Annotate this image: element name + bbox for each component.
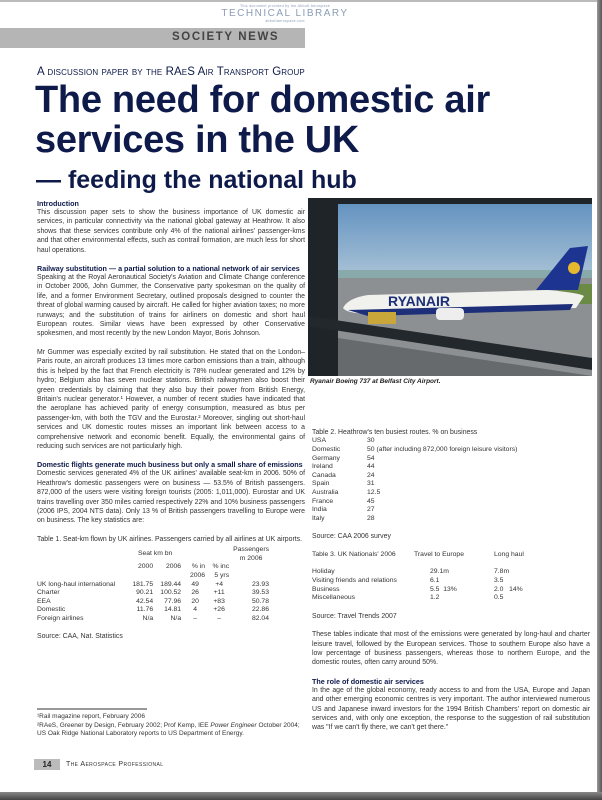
subtitle: — feeding the national hub [36,166,357,194]
row-label: India [312,506,327,514]
row-label: Germany [312,454,340,462]
cell: N/a [170,614,182,622]
row-label: Ireland [312,463,333,471]
table2-row [312,506,517,515]
footnote: ¹Rail magazine report, February 2006 [37,713,146,720]
row-label: Domestic [37,606,66,614]
table1-header: Passengers m 2006 [233,546,269,562]
cell: 30 [367,437,375,445]
table2-row [312,472,517,481]
left-column [37,199,305,650]
cell: 4 [193,606,197,614]
cell: 27 [367,506,375,514]
watermark-small: This document provided by the Abbott Aerospace [239,4,331,8]
cell: +83 [213,597,225,605]
table2-row [312,489,517,498]
table2-row [312,446,517,455]
cell: 20 [191,597,199,605]
cell: 100.52 [160,589,182,597]
table1-header: % inc 5 yrs [212,563,230,579]
row-label: EEA [37,597,51,605]
title-line: services in the UK [35,119,360,161]
section-banner [0,28,305,48]
row-label: Business [312,585,340,593]
cell: +26 [213,606,225,614]
table1-header: 2006 [165,563,182,571]
table1-group-header: Seat km bn [137,550,173,558]
watermark-main: TECHNICAL LIBRARY [221,8,349,19]
cell: N/a [142,614,154,622]
cell: 5.5 13% [430,585,457,593]
page-edge-top [0,0,602,2]
table2-source: Source: CAA 2006 survey [312,533,391,541]
table1-caption: Table 1. Seat-km flown by UK airlines. Passengers carried by all airlines at UK airports. [37,535,303,543]
paragraph: In the age of the global economy, ready access to and from the USA, Europe and Japan and other emerging economic centres is very important. The author interviewed numerous US and Japanese inward investors for the 1994 British Chambers' report on domestic air services and, with only one exception, the response to the suggestion of rail substitution was "If we can't fly there, we can't get there." [312,686,590,732]
row-label: Charter [37,589,60,597]
ryanair-livery: RYANAIR [388,293,450,309]
row-label: France [312,497,334,505]
watermark [205,4,365,23]
cell: 39.53 [251,589,269,597]
cell: 181.75 [132,580,154,588]
heading-role: The role of domestic air services [312,676,424,686]
row-label: USA [312,437,326,445]
cell: 7.8m [494,568,510,576]
table1-header: 2000 [138,563,154,571]
row-label: Domestic [312,446,341,453]
table3-header: Travel to Europe [414,550,464,558]
cell: 23.93 [251,580,269,588]
row-label: Visiting friends and relations [312,576,397,584]
ryanair-photo [308,198,592,376]
page-edge-bottom [0,792,602,800]
watermark-url: abbottaerospace.com [265,19,305,23]
row-label: Spain [312,480,330,488]
table1-row [37,606,269,615]
table2-caption: Table 2. Heathrow's ten busiest routes. % on business [312,429,478,436]
cell: 24 [367,471,375,479]
cell: 2.0 14% [494,585,523,593]
footnote [37,722,307,739]
title-line: The need for domestic air [35,79,490,121]
cell: 31 [367,480,375,488]
photo-caption: Ryanair Boeing 737 at Belfast City Airport. [310,378,441,385]
cell: 50 (after including 872,000 foreign leisure visitors) [367,446,518,453]
paragraph: Domestic services generated 4% of the UK airlines' available seat-km in 2006. 50% of Heathrow's domestic passengers were on business — 53.5% of British passengers. 872,000 of the users were visiting foreign tourists (2005: 1,011,000). Eurostar and UK trains travelling over 350 miles carried respectively 22% and 10% business passengers (2006 IPS, 2004 NTS data). Only 13 % of British passengers travelling to Europe were on business. The key statistics are: [37,470,305,525]
cell: 54 [367,454,375,462]
row-label: Australia [312,488,339,496]
row-label: UK long-haul international [37,580,116,588]
magazine-name: The Aerospace Professional [66,761,164,768]
row-label: Italy [312,514,325,522]
cell: – [217,614,221,622]
cell: 44 [367,463,375,471]
table1-row [37,581,269,590]
cell: 12.5 [367,488,381,496]
cell: 50.78 [251,597,269,605]
row-label: Foreign airlines [37,614,84,622]
table2 [312,437,517,523]
footnote-italic: Power Engineer [210,721,257,729]
cell: 0.5 [494,594,504,602]
cell: 29.1m [430,568,449,576]
table1-row [37,615,269,624]
table2-row [312,463,517,472]
paragraph: Mr Gummer was especially excited by rail substitution. He stated that on the London–Paris route, an aircraft produces 13 times more carbon emissions than a train, although this is helped by the fact that French electricity is 78% nuclear generated and 12% by hydro; Belgium also has seven nuclear stations. British railwaymen also boost their green credentials by claiming that they also buy their power from British Energy, Britain's nuclear generator.¹ However, a number of recent studies have indicated that the aeroplane has achieved parity of energy consumption, measured as btus per passenger-km, with both the TGV and the Eurostar.² Moreover, singling out short-haul services and UK domestic routes misses an important link between access to a comprehensive network and economic benefit. Equally, the environmental gains of reducing such services are not particularly high. [37,348,305,450]
cell: 45 [367,497,375,505]
cell: 14.81 [164,606,182,614]
heading-railway: Railway substitution — a partial solution to a national network of air services [37,264,300,274]
paragraph: Speaking at the Royal Aeronautical Society's Aviation and Climate Change conference in October 2006, John Gummer, the Conservative party spokesman on the quality of life, and a former Environment Secretary, outlined proposals designed to counter the threat of global warming caused by aircraft. He called for higher aviation taxes; no more runways; and the substitution of trains for airliners on domestic and short haul European routes. Similar views have been expressed by other Conservative spokesmen, and most recently by the new London Mayor, Boris Johnson. [37,274,305,338]
table3-row [312,568,524,577]
footnote-text: October 2004; US Oak Ridge National Laboratory reports to US Department of Energy. [37,721,300,737]
table1 [37,546,269,623]
cell: +11 [213,589,225,597]
footnotes [37,713,307,739]
footnote-text: ²RAeS, Greener by Design, February 2002; Prof Kemp, IEE [37,721,211,729]
cell: 189.44 [160,580,182,588]
section-label: SOCIETY NEWS [172,31,280,43]
table3-row [312,594,524,603]
heading-domestic: Domestic flights generate much business but only a small share of emissions [37,460,303,470]
table3-header: Long haul [494,550,524,558]
table2-row [312,515,517,524]
cell: 28 [367,514,375,522]
table1-row [37,589,269,598]
cell: 22.86 [251,606,269,614]
cell: +4 [215,580,223,588]
right-column [312,428,590,742]
table3-row [312,586,524,595]
table3 [312,551,524,603]
page-edge-right [597,0,602,800]
cell: – [193,614,197,622]
heading-introduction: Introduction [37,199,79,208]
table3-caption: Table 3. UK Nationals' 2006 [312,550,396,558]
table1-row [37,598,269,607]
cell: 42.54 [136,597,154,605]
cell: 49 [191,580,199,588]
cell: 82.04 [251,614,269,622]
table2-row [312,455,517,464]
table1-header: % in 2006 [189,563,206,579]
paragraph: This discussion paper sets to show the business importance of UK domestic air services, in particular connectivity via the national global gateway at Heathrow. It also shows that these services contribute only 4% of the national airlines' passenger-kms and that other environmental effects, such as contrail formation, are much less for short haul operations. [37,209,305,254]
row-label: Canada [312,471,336,479]
table2-row [312,480,517,489]
kicker: A discussion paper by the RAeS Air Transport Group [37,66,305,78]
table2-row [312,437,517,446]
cell: 3.5 [494,576,504,584]
page-title [35,80,490,160]
table2-row [312,498,517,507]
row-label: Holiday [312,568,335,576]
cell: 11.76 [136,606,154,614]
page-number: 14 [34,759,60,770]
row-label: Miscellaneous [312,594,356,602]
cell: 6.1 [430,576,440,584]
footnote-rule [37,708,147,710]
cell: 77.96 [164,597,182,605]
table3-source: Source: Travel Trends 2007 [312,612,397,620]
cell: 26 [191,589,199,597]
paragraph: These tables indicate that most of the emissions were generated by long-haul and charter leisure travel, followed by the European services. Those to southern Europe also have a low percentage of business passengers, whereas those to northern Europe, and the domestic routes, often carry around 50%. [312,631,590,667]
table1-source: Source: CAA, Nat. Statistics [37,632,123,640]
cell: 90.21 [136,589,154,597]
table3-row [312,577,524,586]
cell: 1.2 [430,594,440,602]
